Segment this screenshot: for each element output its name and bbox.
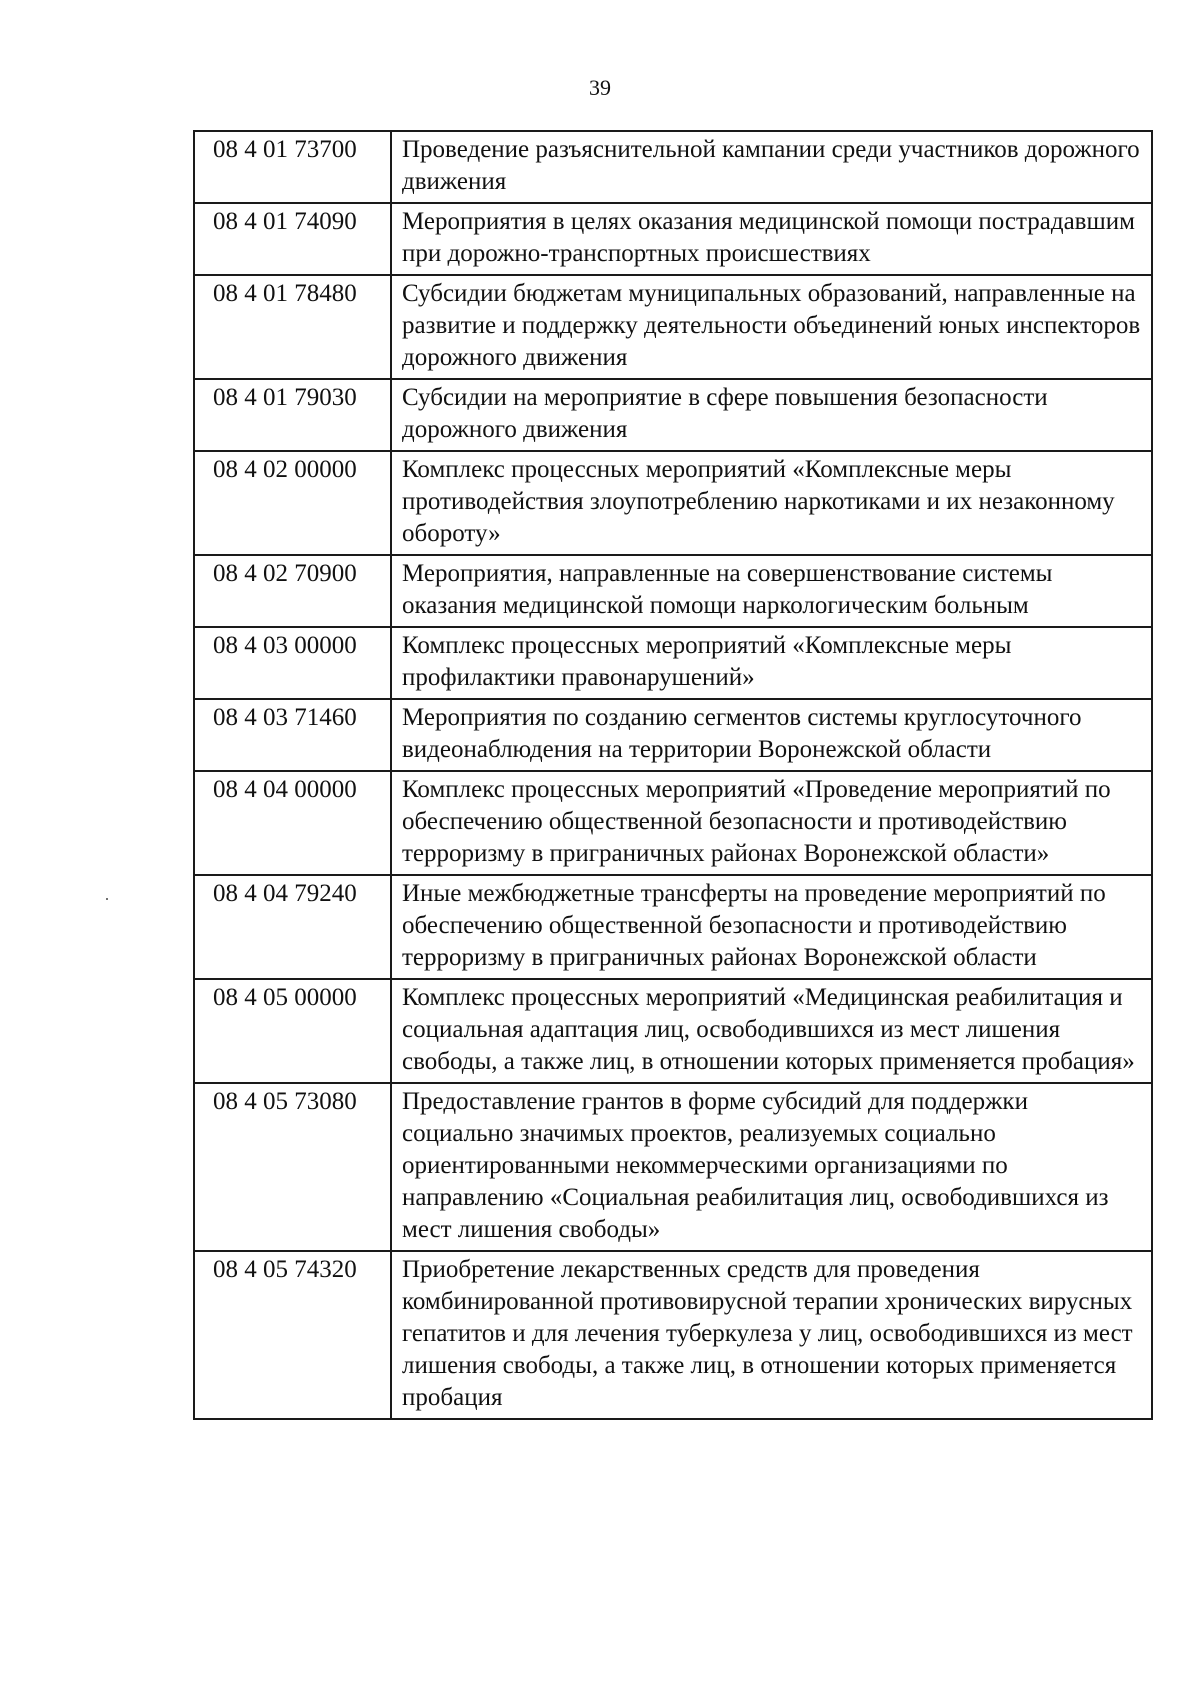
table-row <box>194 131 1152 203</box>
description-cell: Мероприятия по созданию сегментов системы круглосуточного видеонаблюдения на территории Воронежской области <box>391 699 1152 771</box>
table-row <box>194 275 1152 379</box>
description-cell: Комплекс процессных мероприятий «Комплексные меры профилактики правонарушений» <box>391 627 1152 699</box>
target-code-cell: 08 4 03 00000 <box>194 627 391 699</box>
target-code-cell: 08 4 05 74320 <box>194 1251 391 1419</box>
table-row <box>194 627 1152 699</box>
table-row <box>194 555 1152 627</box>
table-row <box>194 875 1152 979</box>
table-row <box>194 1083 1152 1251</box>
description-cell: Проведение разъяснительной кампании среди участников дорожного движения <box>391 131 1152 203</box>
target-code-cell: 08 4 01 78480 <box>194 275 391 379</box>
table-row <box>194 1251 1152 1419</box>
description-cell: Комплекс процессных мероприятий «Медицинская реабилитация и социальная адаптация лиц, освободившихся из мест лишения свободы, а также лиц, в отношении которых применяется пробация» <box>391 979 1152 1083</box>
target-code-cell: 08 4 01 74090 <box>194 203 391 275</box>
target-code-cell: 08 4 03 71460 <box>194 699 391 771</box>
description-cell: Иные межбюджетные трансферты на проведение мероприятий по обеспечению общественной безопасности и противодействию терроризму в приграничных районах Воронежской области <box>391 875 1152 979</box>
description-cell: Приобретение лекарственных средств для проведения комбинированной противовирусной терапии хронических вирусных гепатитов и для лечения туберкулеза у лиц, освободившихся из мест лишения свободы, а также лиц, в отношении которых применяется пробация <box>391 1251 1152 1419</box>
description-cell: Комплекс процессных мероприятий «Комплексные меры противодействия злоупотреблению наркотиками и их незаконному обороту» <box>391 451 1152 555</box>
target-code-cell: 08 4 01 79030 <box>194 379 391 451</box>
description-cell: Комплекс процессных мероприятий «Проведение мероприятий по обеспечению общественной безопасности и противодействию терроризму в приграничных районах Воронежской области» <box>391 771 1152 875</box>
table-row <box>194 379 1152 451</box>
target-code-cell: 08 4 02 00000 <box>194 451 391 555</box>
scan-speck <box>106 898 108 900</box>
table-row <box>194 451 1152 555</box>
table-row <box>194 203 1152 275</box>
description-cell: Мероприятия в целях оказания медицинской помощи пострадавшим при дорожно-транспортных происшествиях <box>391 203 1152 275</box>
table-row <box>194 771 1152 875</box>
budget-classification-table <box>193 130 1153 1420</box>
description-cell: Мероприятия, направленные на совершенствование системы оказания медицинской помощи наркологическим больным <box>391 555 1152 627</box>
description-cell: Субсидии бюджетам муниципальных образований, направленные на развитие и поддержку деятельности объединений юных инспекторов дорожного движения <box>391 275 1152 379</box>
target-code-cell: 08 4 01 73700 <box>194 131 391 203</box>
target-code-cell: 08 4 02 70900 <box>194 555 391 627</box>
target-code-cell: 08 4 05 00000 <box>194 979 391 1083</box>
target-code-cell: 08 4 05 73080 <box>194 1083 391 1251</box>
target-code-cell: 08 4 04 00000 <box>194 771 391 875</box>
target-code-cell: 08 4 04 79240 <box>194 875 391 979</box>
table-row <box>194 979 1152 1083</box>
page-number: 39 <box>589 75 611 100</box>
description-cell: Предоставление грантов в форме субсидий для поддержки социально значимых проектов, реализуемых социально ориентированными некоммерческими организациями по направлению «Социальная реабилитация лиц, освободившихся из мест лишения свободы» <box>391 1083 1152 1251</box>
description-cell: Субсидии на мероприятие в сфере повышения безопасности дорожного движения <box>391 379 1152 451</box>
table-row <box>194 699 1152 771</box>
